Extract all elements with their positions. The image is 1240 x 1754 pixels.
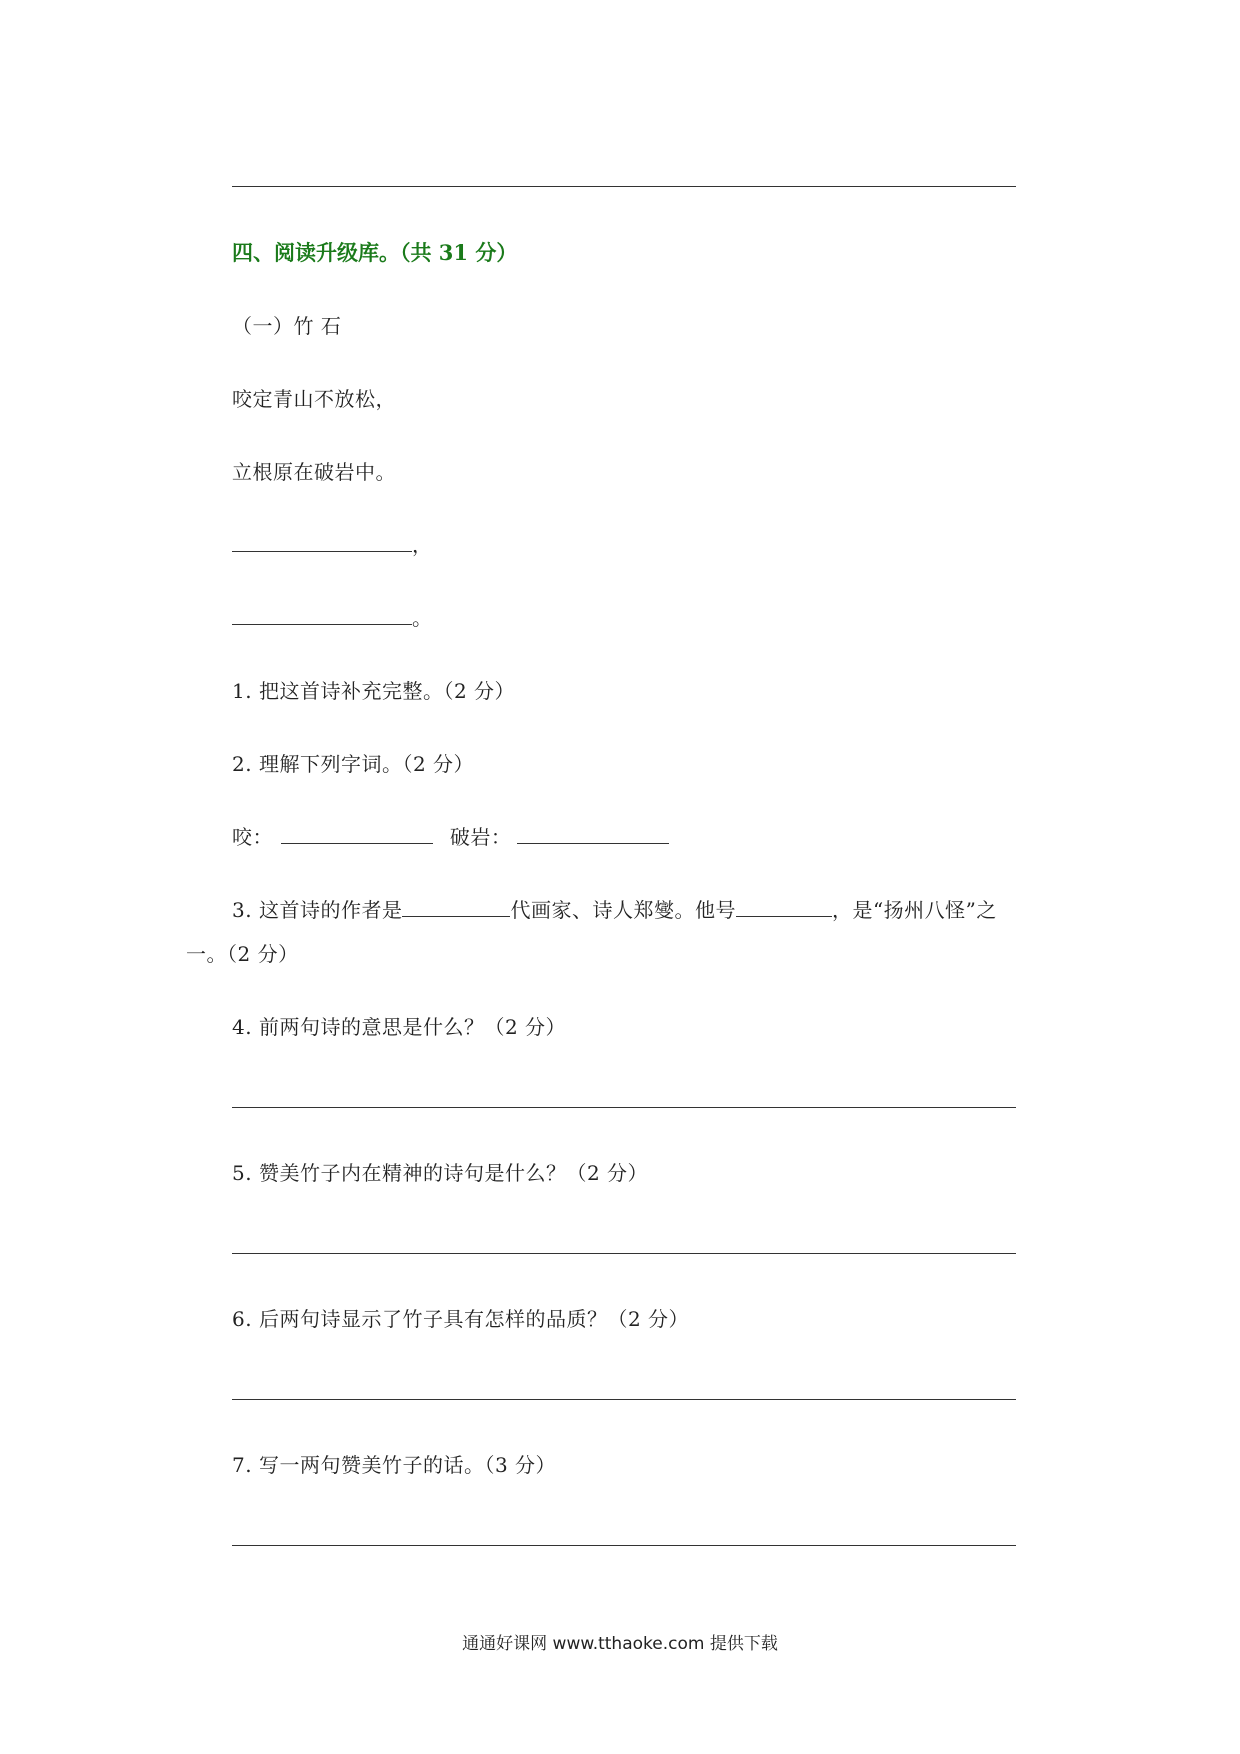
answer-line-4[interactable] (232, 1107, 1016, 1108)
question-3 (232, 894, 997, 923)
question-3-part-c: ，是“扬州八怪”之 (831, 898, 997, 922)
fill-blank[interactable] (517, 823, 669, 844)
answer-line-7[interactable] (232, 1545, 1016, 1546)
question-3-part-b: 代画家、诗人郑燮。他号 (510, 898, 736, 922)
blank-punctuation: ， (412, 533, 433, 557)
answer-line-6[interactable] (232, 1399, 1016, 1400)
fill-blank[interactable] (402, 896, 510, 917)
question-2-answers (232, 821, 669, 850)
page-footer: 通通好课网 www.tthaoke.com 提供下载 (462, 1634, 778, 1654)
question-7: 7. 写一两句赞美竹子的话。（3 分） (232, 1453, 557, 1477)
poem-title: （一）竹 石 (232, 314, 342, 338)
poem-blank-line-3 (232, 529, 433, 558)
question-3-continued: 一。（2 分） (186, 942, 299, 966)
question-6: 6. 后两句诗显示了竹子具有怎样的品质？（2 分） (232, 1307, 690, 1331)
fill-blank[interactable] (232, 531, 412, 552)
blank-punctuation: 。 (412, 606, 433, 630)
fill-blank[interactable] (736, 896, 832, 917)
question-3-part-a: 3. 这首诗的作者是 (232, 898, 403, 922)
poem-blank-line-4 (232, 602, 433, 631)
answer-line-5[interactable] (232, 1253, 1016, 1254)
question-5: 5. 赞美竹子内在精神的诗句是什么？（2 分） (232, 1161, 649, 1185)
answer-line-top (232, 186, 1016, 187)
word-label-1: 咬： (232, 825, 273, 849)
poem-line-2: 立根原在破岩中。 (232, 460, 396, 484)
question-4: 4. 前两句诗的意思是什么？（2 分） (232, 1015, 567, 1039)
question-2: 2. 理解下列字词。（2 分） (232, 752, 475, 776)
fill-blank[interactable] (281, 823, 433, 844)
fill-blank[interactable] (232, 604, 412, 625)
word-label-2: 破岩： (449, 825, 512, 849)
section-title: 四、阅读升级库。（共 31 分） (232, 240, 518, 265)
poem-line-1: 咬定青山不放松， (232, 387, 396, 411)
question-1: 1. 把这首诗补充完整。（2 分） (232, 679, 516, 703)
